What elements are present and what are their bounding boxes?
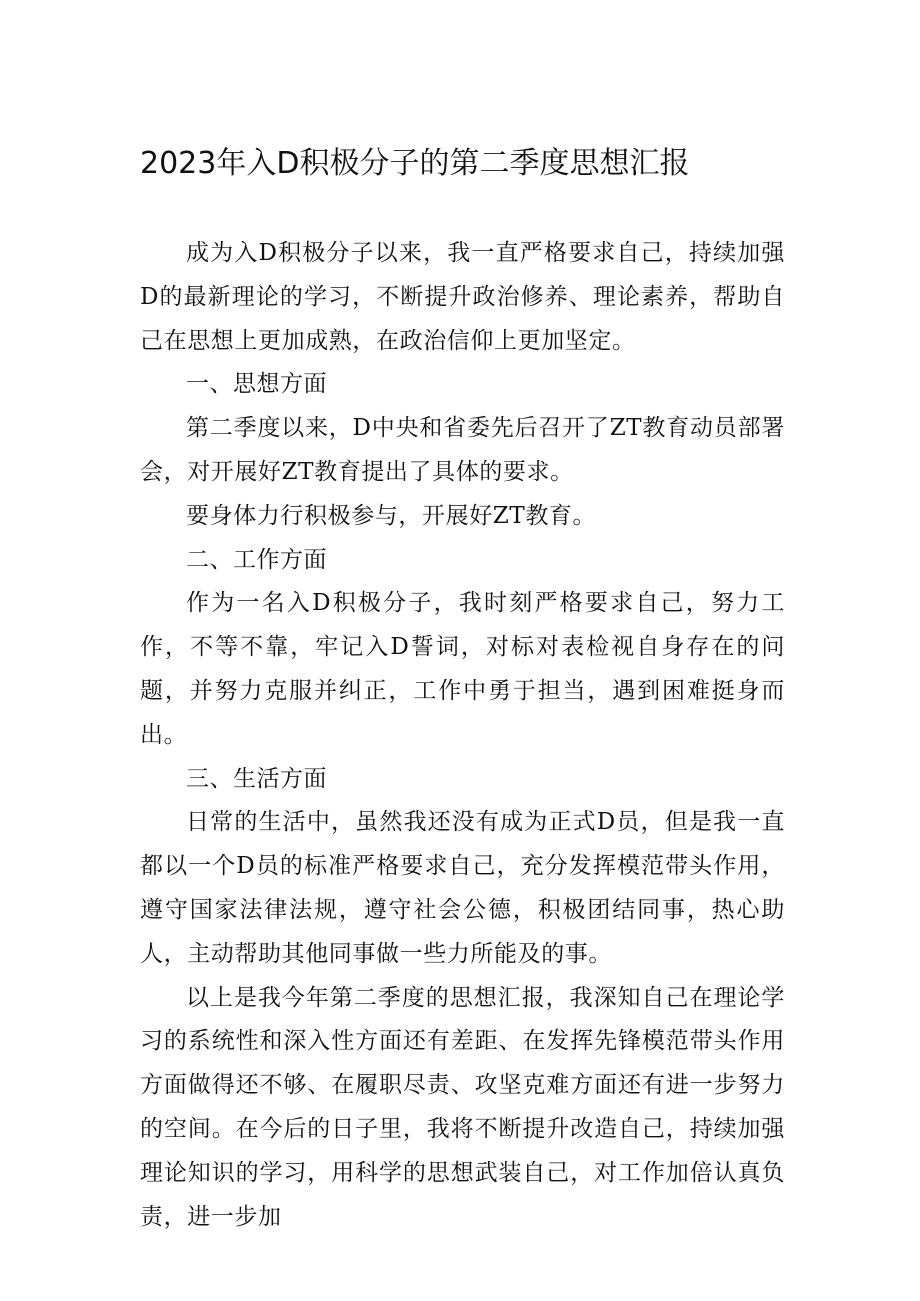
conclusion-paragraph: 以上是我今年第二季度的思想汇报，我深知自己在理论学习的系统性和深入性方面还有差距、在发挥先锋模范带头作用方面做得还不够、在履职尽责、攻坚克难方面还有进一步努力的空间。在今后的日子里，我将不断提升改造自己，持续加强理论知识的学习，用科学的思想武装自己，对工作加倍认真负责，进一步加 — [140, 984, 785, 1230]
document-title: 2023年入D积极分子的第二季度思想汇报 — [140, 146, 690, 181]
section-heading-life: 三、生活方面 — [186, 765, 327, 792]
section-work-paragraph-1: 作为一名入D积极分子，我时刻严格要求自己，努力工作，不等不靠，牢记入D誓词，对标对表检视自身存在的问题，并努力克服并纠正，工作中勇于担当，遇到困难挺身而出。 — [140, 590, 785, 748]
section-thought-paragraph-1: 第二季度以来，D中央和省委先后召开了ZT教育动员部署会，对开展好ZT教育提出了具体的要求。 — [140, 415, 785, 485]
document-body — [140, 232, 785, 1239]
section-heading-work: 二、工作方面 — [186, 546, 327, 573]
section-heading-thought: 一、思想方面 — [186, 371, 327, 398]
section-life-paragraph-1: 日常的生活中，虽然我还没有成为正式D员，但是我一直都以一个D员的标准严格要求自己，充分发挥模范带头作用，遵守国家法律法规，遵守社会公德，积极团结同事，热心助人，主动帮助其他同事做一些力所能及的事。 — [140, 809, 785, 967]
section-thought-paragraph-2: 要身体力行积极参与，开展好ZT教育。 — [186, 502, 597, 529]
intro-paragraph: 成为入D积极分子以来，我一直严格要求自己，持续加强D的最新理论的学习，不断提升政治修养、理论素养，帮助自己在思想上更加成熟，在政治信仰上更加坚定。 — [140, 240, 785, 354]
